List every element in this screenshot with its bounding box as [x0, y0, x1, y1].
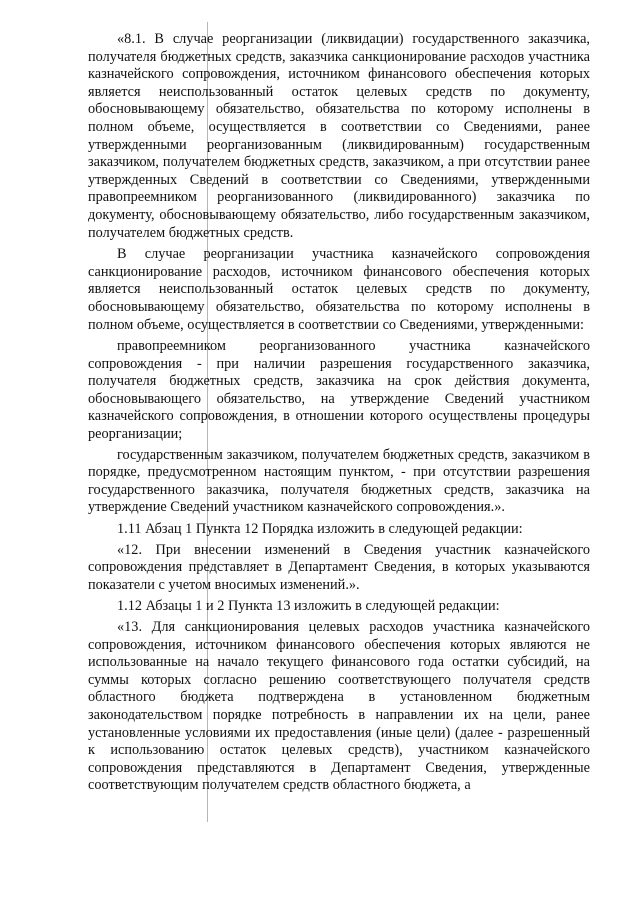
paragraph-8-1: «8.1. В случае реорганизации (ликвидации) государственного заказчика, получателя бюджетных средств, заказчика санкционирование расходов участника казначейского сопровождения, источником финансового обеспечения которых является неиспользованный остаток целевых средств по документу, обосновывающему обязательство, обязательства по которому исполнены в полном объеме, осуществляется в соответствии со Сведениями, ранее утвержденными реорганизованным (ликвидированным) государственным заказчиком, получателем бюджетных средств, заказчиком, а при отсутствии ранее утвержденных Сведений в соответствии со Сведениями, утвержденными правопреемником реорганизованного (ликвидированного) заказчика по документу, обосновывающему обязательство, либо государственным заказчиком, получателем бюджетных средств.	[88, 31, 590, 241]
document-page	[88, 31, 590, 799]
paragraph-successor: правопреемником реорганизованного участника казначейского сопровождения - при наличии разрешения государственного заказчика, получателя бюджетных средств, заказчика на срок действия документа, обосновывающего обязательство, на утверждение Сведений участником казначейского сопровождения, в отношении которого осуществлены процедуры реорганизации;	[88, 338, 590, 443]
paragraph-12: «12. При внесении изменений в Сведения участник казначейского сопровождения представляет в Департамент Сведения, в которых указываются показатели с учетом вносимых изменений.».	[88, 541, 590, 593]
paragraph-reorganization-participant: В случае реорганизации участника казначейского сопровождения санкционирование расходов, источником финансового обеспечения которых является неиспользованный остаток целевых средств по документу, обосновывающему обязательство, обязательства по которому исполнены в полном объеме, осуществляется в соответствии со Сведениями, утвержденными:	[88, 246, 590, 333]
paragraph-state-customer: государственным заказчиком, получателем бюджетных средств, заказчиком в порядке, предусмотренном настоящим пунктом, - при отсутствии разрешения государственного заказчика, получателя бюджетных средств, заказчика на утверждение Сведений участником казначейского сопровождения.».	[88, 446, 590, 516]
paragraph-amendment-1-12: 1.12 Абзацы 1 и 2 Пункта 13 изложить в следующей редакции:	[117, 598, 500, 615]
paragraph-13: «13. Для санкционирования целевых расходов участника казначейского сопровождения, источником финансового обеспечения которых являются не использованные на начало текущего финансового года остатки субсидий, на суммы которых согласно решению соответствующего получателя средств областного бюджета подтверждена в установленном бюджетным законодательством порядке потребность в направлении их на цели, ранее установленные условиями их предоставления (иные цели) (далее - разрешенный к использованию остаток целевых средств), участником казначейского сопровождения представляются в Департамент Сведения, утвержденные соответствующим получателем средств областного бюджета, а	[88, 619, 590, 794]
paragraph-amendment-1-11: 1.11 Абзац 1 Пункта 12 Порядка изложить в следующей редакции:	[117, 521, 523, 538]
